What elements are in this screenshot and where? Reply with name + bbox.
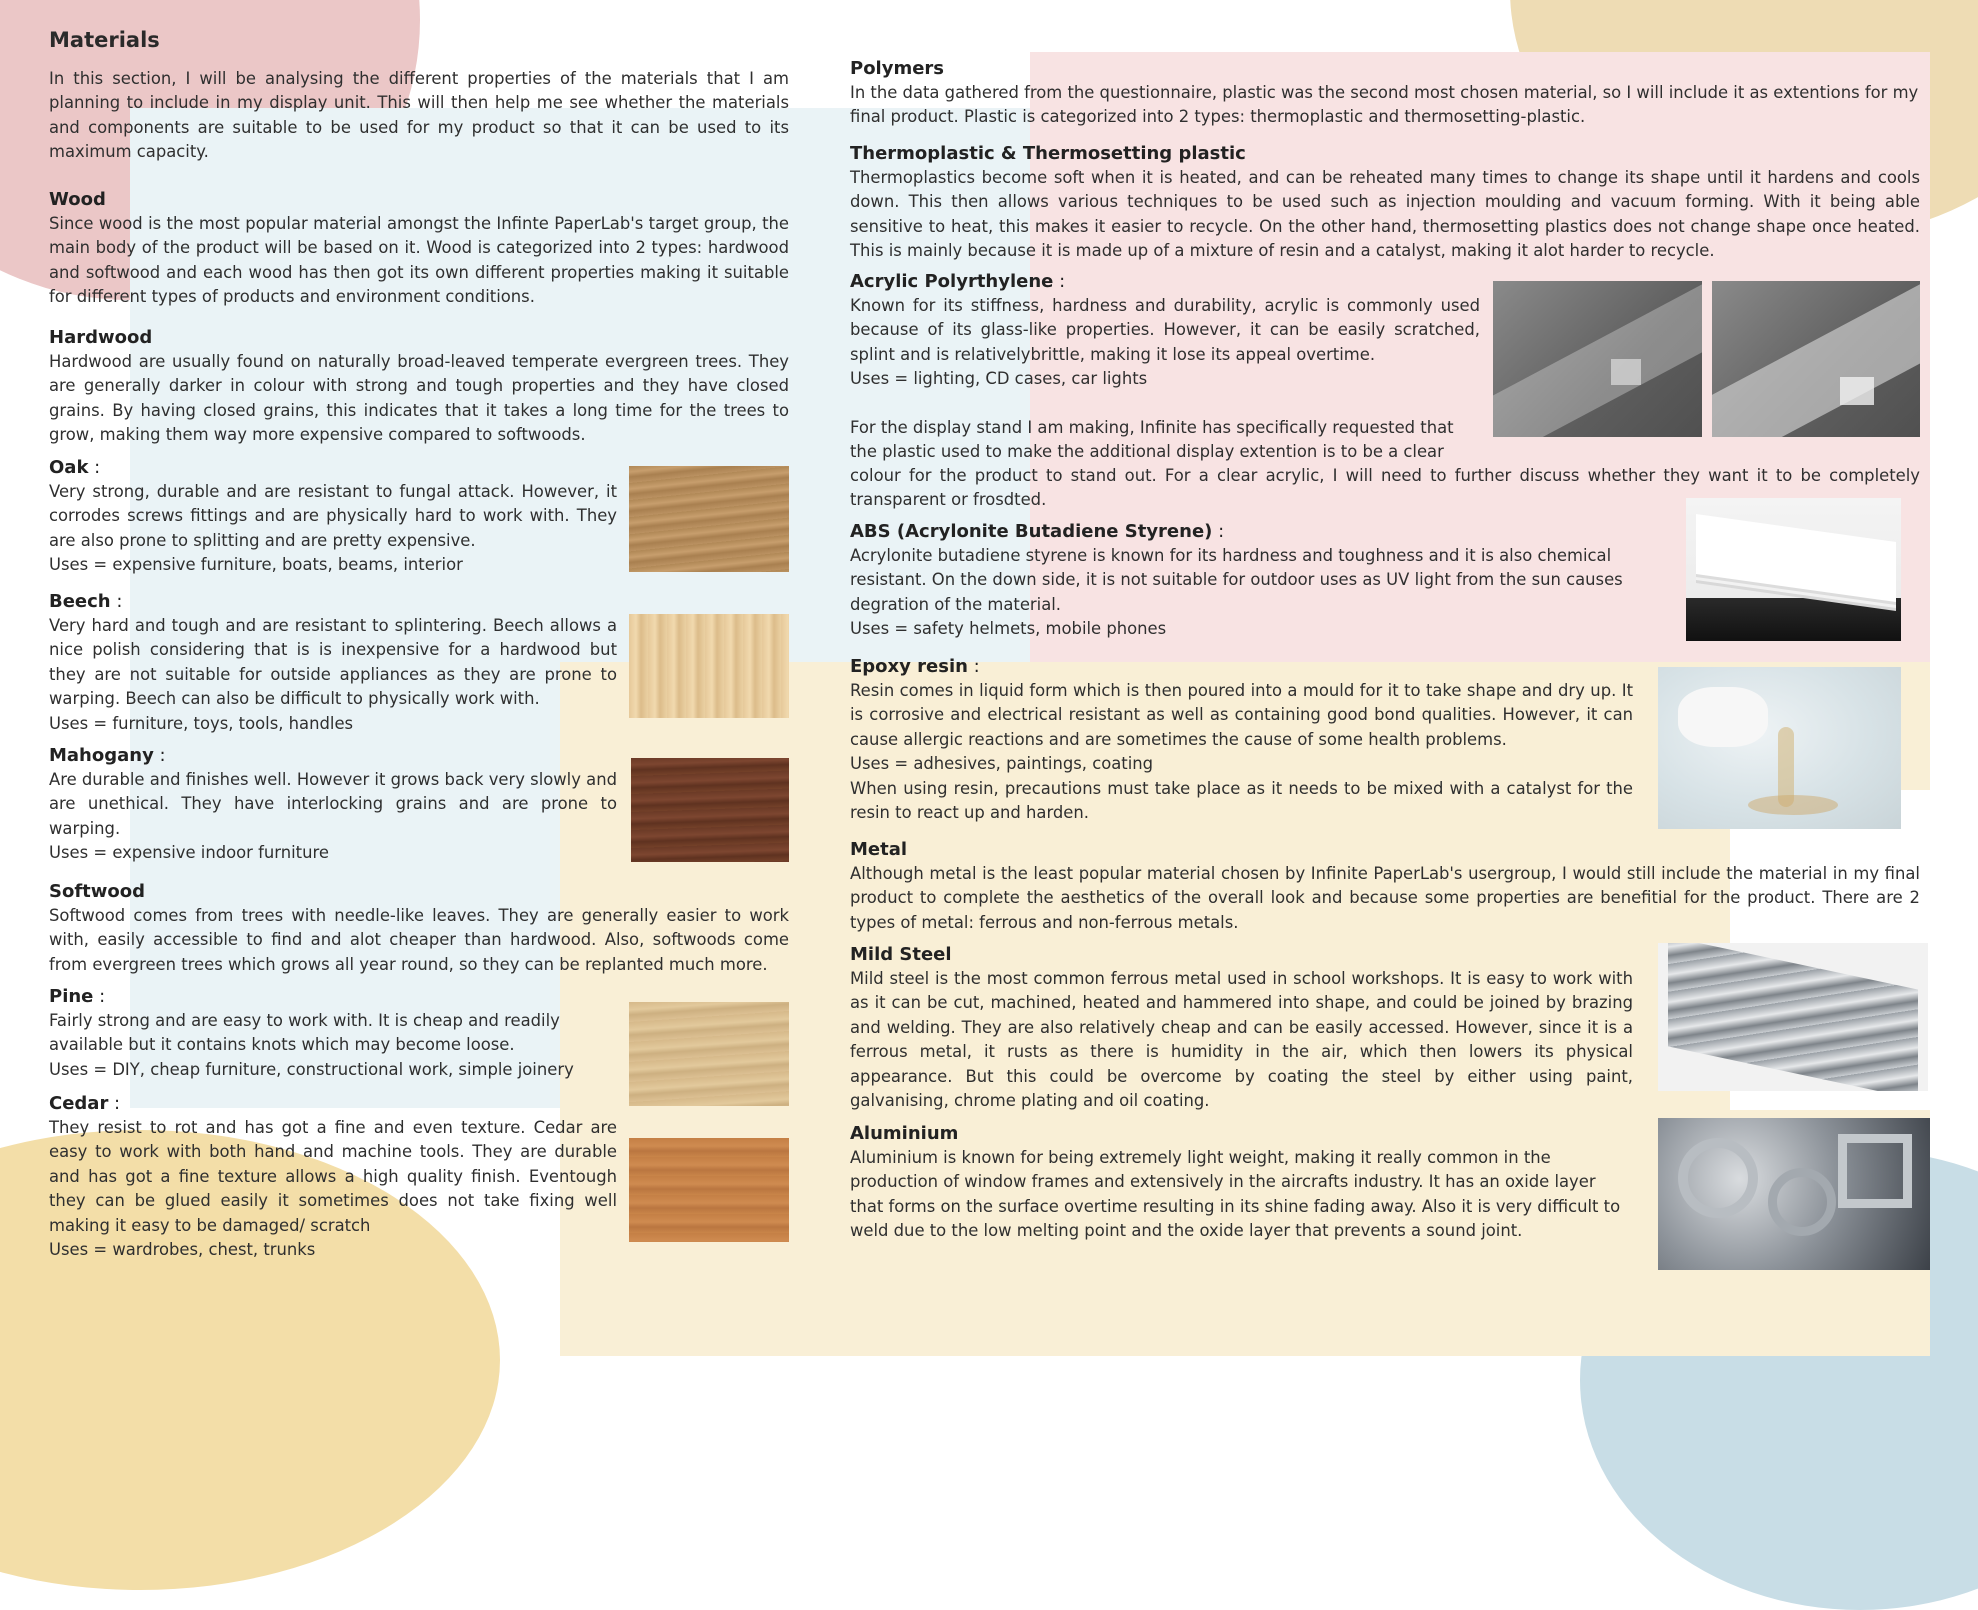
beech-section <box>49 590 617 736</box>
cedar-colon: : <box>108 1093 121 1114</box>
clear-acrylic-image <box>1493 281 1702 437</box>
beech-name: Beech <box>49 591 111 612</box>
pine-uses: Uses = DIY, cheap furniture, constructional work, simple joinery <box>49 1059 574 1079</box>
softwood-text: Softwood comes from trees with needle-like leaves. They are generally easier to work with, easily accessible to find and alot cheaper than hardwood. Also, softwoods come from evergreen trees which grows all year round, so they can be replanted much more. <box>49 906 789 974</box>
beech-text: Very hard and tough and are resistant to splintering. Beech allows a nice polish considering that is is inexpensive for a hardwood but they are not suitable for outside appliances as they are prone to warping. Beech can also be difficult to physically work with. <box>49 616 617 709</box>
pine-wood-image <box>629 1002 789 1106</box>
oak-wood-image <box>629 466 789 572</box>
aluminium-image <box>1658 1118 1930 1270</box>
softwood-heading: Softwood <box>49 881 146 902</box>
epoxy-note: When using resin, precautions must take place as it needs to be mixed with a catalyst for the resin to react up and harden. <box>850 778 1633 823</box>
oak-uses: Uses = expensive furniture, boats, beams, interior <box>49 555 463 575</box>
mildsteel-text: Mild steel is the most common ferrous metal used in school workshops. It is easy to work with as it can be cut, machined, heated and hammered into shape, and could be joined by brazing and welding. They are also relatively cheap and can be easily accessed. However, since it is a ferrous metal, it rusts as there is humidity in the air, which then lowers its physical appearance. But this could be overcome by coating the steel by either using paint, galvanising, chrome plating and oil coating. <box>850 969 1633 1111</box>
hardwood-section <box>49 326 789 448</box>
oak-section <box>49 456 617 578</box>
page-title <box>49 28 160 52</box>
abs-text: Acrylonite butadiene styrene is known for its hardness and toughness and it is also chemical resistant. On the down side, it is not suitable for outdoor uses as UV light from the sun causes degration of the material. <box>850 546 1623 614</box>
pine-colon: : <box>93 986 106 1007</box>
beech-heading <box>49 590 617 614</box>
abs-section <box>850 520 1636 642</box>
pine-name: Pine <box>49 986 94 1007</box>
metal-heading: Metal <box>850 839 908 860</box>
pine-heading <box>49 985 617 1009</box>
acrylic-heading <box>850 270 1480 294</box>
polymers-heading: Polymers <box>850 58 945 79</box>
softwood-section <box>49 880 789 977</box>
acrylic-text: Known for its stiffness, hardness and durability, acrylic is commonly used because of its glass-like properties. However, it can be easily scratched, splint and is relativelybrittle, making it lose its appeal overtime. <box>850 296 1480 364</box>
mildsteel-section <box>850 943 1633 1113</box>
abs-uses: Uses = safety helmets, mobile phones <box>850 619 1167 639</box>
intro-text: In this section, I will be analysing the different properties of the materials that I am planning to include in my display unit. This will then help me see whether the materials and components are suitable to be used for my product so that it can be used to its maximum capacity. <box>49 69 789 162</box>
acrylic-display-a: For the display stand I am making, Infinite has specifically requested that the plastic used to make the additional display extention is to be a clear <box>850 417 1454 462</box>
cedar-name: Cedar <box>49 1093 109 1114</box>
beech-wood-image <box>629 614 789 718</box>
epoxy-heading <box>850 655 1633 679</box>
thermo-text: Thermoplastics become soft when it is heated, and can be reheated many times to change its shape until it hardens and cools down. This then allows various techniques to be used such as injection moulding and vacuum forming. With it being able sensitive to heat, this makes it easier to recycle. On the other hand, thermosetting plastics does not change shape once heated. This is mainly because it is made up of a mixture of resin and a catalyst, making it alot harder to recycle. <box>850 168 1920 261</box>
acrylic-uses: Uses = lighting, CD cases, car lights <box>850 369 1148 389</box>
epoxy-section <box>850 655 1633 825</box>
abs-heading <box>850 520 1636 544</box>
cedar-uses: Uses = wardrobes, chest, trunks <box>49 1240 316 1260</box>
mild-steel-image <box>1658 943 1928 1091</box>
mahogany-colon: : <box>153 745 166 766</box>
pine-text: Fairly strong and are easy to work with. It is cheap and readily available but it contains knots which may become loose. <box>49 1011 560 1055</box>
beech-uses: Uses = furniture, toys, tools, handles <box>49 713 354 733</box>
cedar-section <box>49 1092 617 1262</box>
metal-text: Although metal is the least popular material chosen by Infinite PaperLab's usergroup, I would still include the material in my final product to complete the aesthetics of the overall look and because some properties are benefitial for the product. There are 2 types of metal: ferrous and non-ferrous metals. <box>850 864 1920 932</box>
oak-text: Very strong, durable and are resistant to fungal attack. However, it corrodes screws fittings and are physically hard to work with. They are also prone to splitting and are pretty expensive. <box>49 482 617 550</box>
aluminium-text: Aluminium is known for being extremely light weight, making it really common in the production of window frames and extensively in the aircrafts industry. It has an oxide layer that forms on the surface overtime resulting in its shine fading away. Also it is very difficult to weld due to the low melting point and the oxide layer that prevents a sound joint. <box>850 1148 1621 1241</box>
epoxy-name: Epoxy resin <box>850 656 968 677</box>
mahogany-uses: Uses = expensive indoor furniture <box>49 843 329 863</box>
mildsteel-heading: Mild Steel <box>850 944 952 965</box>
cedar-text: They resist to rot and has got a fine and even texture. Cedar are easy to work with both hand and machine tools. They are durable and has got a fine texture allows a high quality finish. Eventough they can be glued easily it sometimes does not take fixing well making it easy to be damaged/ scratch <box>49 1118 617 1235</box>
acrylic-section <box>850 270 1480 464</box>
epoxy-colon: : <box>967 656 980 677</box>
mahogany-wood-image <box>631 758 789 862</box>
cedar-wood-image <box>629 1138 789 1242</box>
mahogany-text: Are durable and finishes well. However it grows back very slowly and are unethical. They have interlocking grains and are prone to warping. <box>49 770 617 838</box>
title-text: Materials <box>49 28 160 52</box>
frosted-acrylic-image <box>1712 281 1920 437</box>
beech-colon: : <box>110 591 123 612</box>
oak-colon: : <box>88 457 101 478</box>
acrylic-colon: : <box>1053 271 1066 292</box>
wood-heading: Wood <box>49 189 106 210</box>
polymers-text: In the data gathered from the questionnaire, plastic was the second most chosen material, so I will include it as extentions for my final product. Plastic is categorized into 2 types: thermoplastic and thermosetting-plastic. <box>850 83 1919 127</box>
thermo-heading: Thermoplastic & Thermosetting plastic <box>850 143 1246 164</box>
hardwood-text: Hardwood are usually found on naturally broad-leaved temperate evergreen trees. They are generally darker in colour with strong and tough properties and they have closed grains. By having closed grains, this indicates that it takes a long time for the trees to grow, making them way more expensive compared to softwoods. <box>49 352 789 445</box>
abs-name: ABS (Acrylonite Butadiene Styrene) <box>850 521 1213 542</box>
aluminium-section <box>850 1122 1633 1244</box>
acrylic-display-b: colour for the product to stand out. For a clear acrylic, I will need to further discuss whether they want it to be completely transparent or frosdted. <box>850 466 1920 510</box>
cedar-heading <box>49 1092 617 1116</box>
polymers-section <box>850 57 1920 130</box>
thermo-section <box>850 142 1920 264</box>
abs-sheets-image <box>1686 498 1901 641</box>
wood-text: Since wood is the most popular material amongst the Infinte PaperLab's target group, the main body of the product will be based on it. Wood is categorized into 2 types: hardwood and softwood and each wood has then got its own different properties making it suitable for different types of products and environment conditions. <box>49 214 789 307</box>
wood-section <box>49 188 789 310</box>
mahogany-name: Mahogany <box>49 745 154 766</box>
abs-colon: : <box>1212 521 1225 542</box>
hardwood-heading: Hardwood <box>49 327 153 348</box>
oak-name: Oak <box>49 457 89 478</box>
epoxy-uses: Uses = adhesives, paintings, coating <box>850 754 1154 774</box>
metal-section <box>850 838 1920 935</box>
aluminium-heading: Aluminium <box>850 1123 959 1144</box>
epoxy-text: Resin comes in liquid form which is then poured into a mould for it to take shape and dry up. It is corrosive and electrical resistant as well as containing good bond qualities. However, it can cause allergic reactions and are sometimes the cause of some health problems. <box>850 681 1633 749</box>
mahogany-section <box>49 744 617 866</box>
acrylic-name: Acrylic Polyrthylene <box>850 271 1054 292</box>
epoxy-resin-image <box>1658 667 1901 829</box>
oak-heading <box>49 456 617 480</box>
pine-section <box>49 985 617 1082</box>
mahogany-heading <box>49 744 617 768</box>
